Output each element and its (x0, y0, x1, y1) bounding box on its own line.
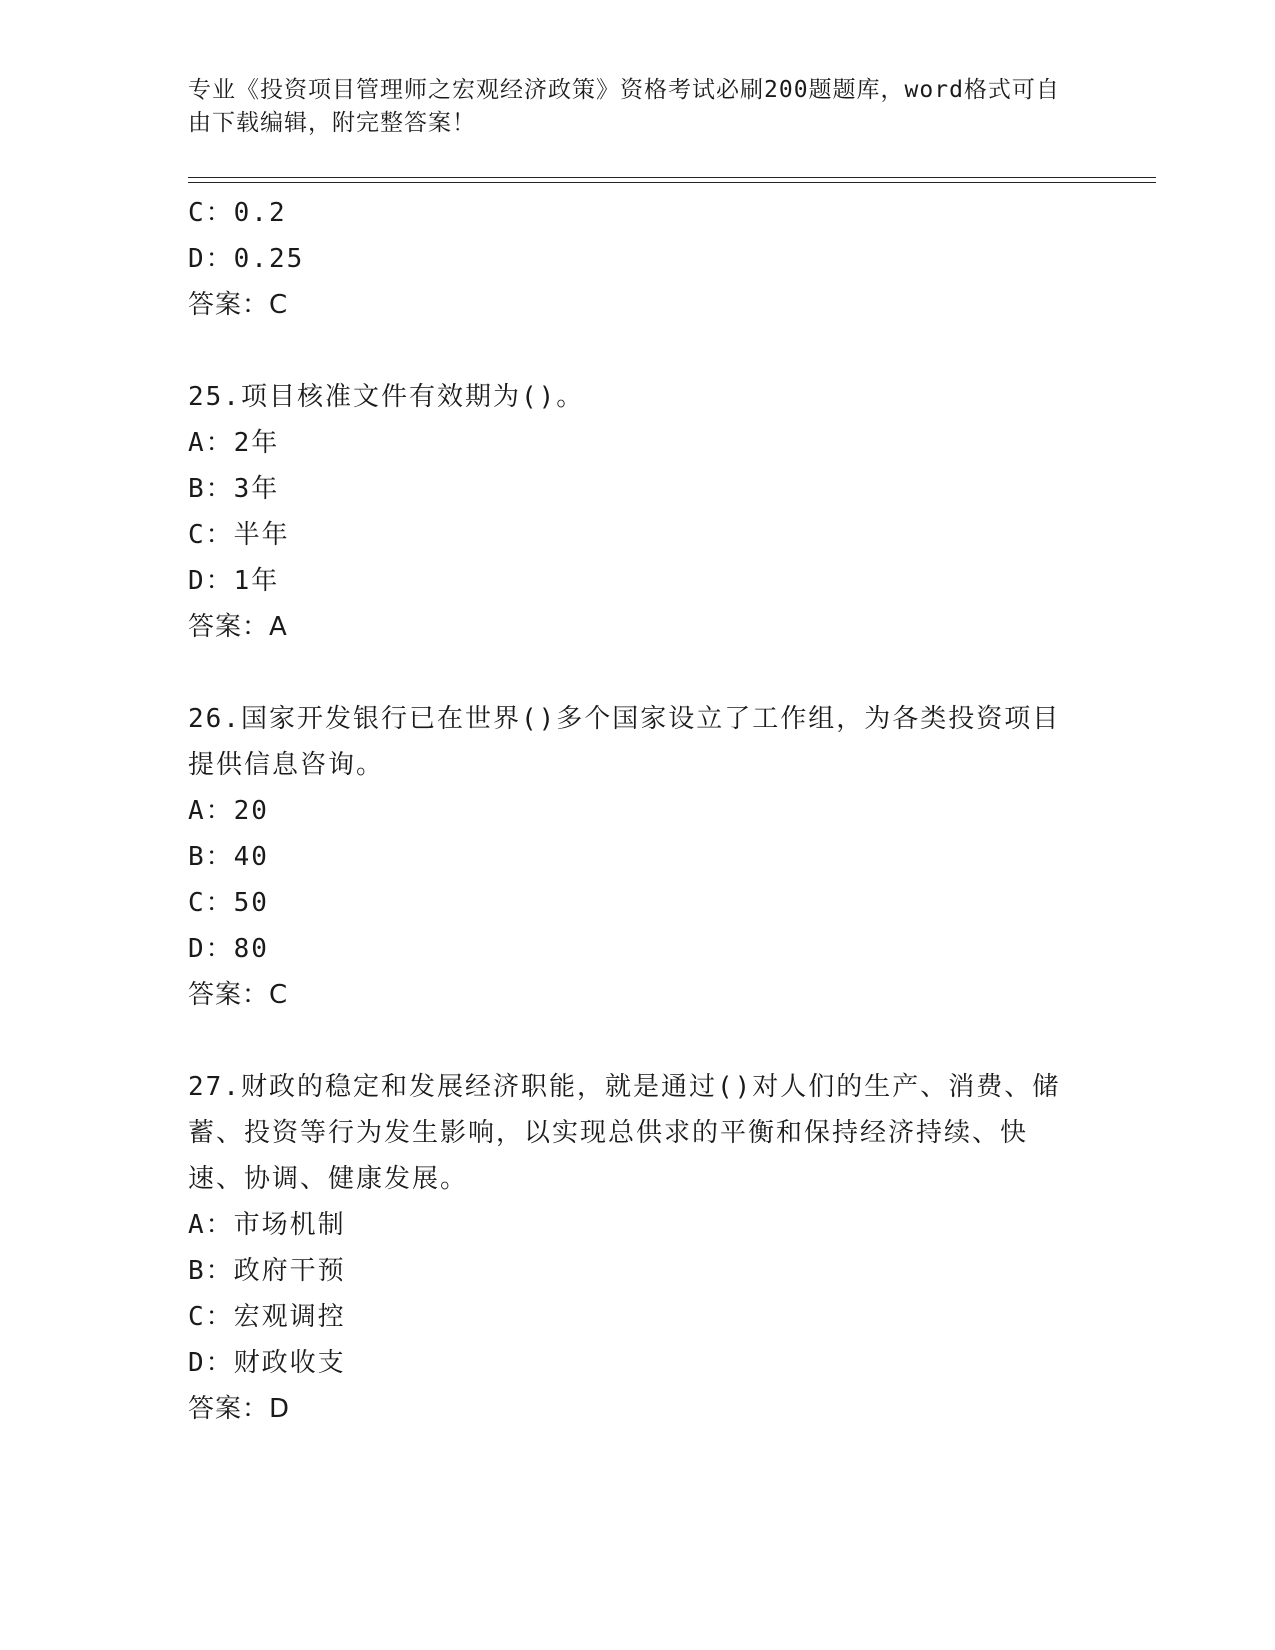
spacer (188, 650, 1088, 696)
option-line: B：政府干预 (188, 1256, 346, 1286)
question-text: 26.国家开发银行已在世界()多个国家设立了工作组，为各类投资项目提供信息咨询。 (188, 704, 1061, 780)
option-line: C：0.2 (188, 198, 287, 228)
answer-line: 答案：C (188, 980, 289, 1010)
spacer (188, 1018, 1088, 1064)
question-list (188, 190, 1088, 1432)
option-line: C：50 (188, 888, 269, 918)
spacer (188, 328, 1088, 374)
answer-line: 答案：D (188, 1394, 291, 1424)
option-line: B：3年 (188, 474, 280, 504)
answer-line: 答案：C (188, 290, 289, 320)
option-line: A：市场机制 (188, 1210, 346, 1240)
answer-line: 答案：A (188, 612, 288, 642)
question-text: 27.财政的稳定和发展经济职能，就是通过()对人们的生产、消费、储蓄、投资等行为发生影响，以实现总供求的平衡和保持经济持续、快速、协调、健康发展。 (188, 1072, 1061, 1194)
header-rule-top (188, 177, 1156, 178)
option-line: B：40 (188, 842, 269, 872)
header-title: 专业《投资项目管理师之宏观经济政策》资格考试必刷200题题库，word格式可自由下载编辑，附完整答案！ (188, 77, 1060, 136)
option-line: D：0.25 (188, 244, 305, 274)
option-line: A：20 (188, 796, 269, 826)
option-line: A：2年 (188, 428, 280, 458)
option-line: D：80 (188, 934, 269, 964)
option-line: C：宏观调控 (188, 1302, 346, 1332)
option-line: D：财政收支 (188, 1348, 346, 1378)
header-rule-bottom (188, 182, 1156, 183)
question-text: 25.项目核准文件有效期为()。 (188, 382, 585, 412)
option-line: C：半年 (188, 520, 290, 550)
document-header (188, 74, 1068, 140)
option-line: D：1年 (188, 566, 280, 596)
